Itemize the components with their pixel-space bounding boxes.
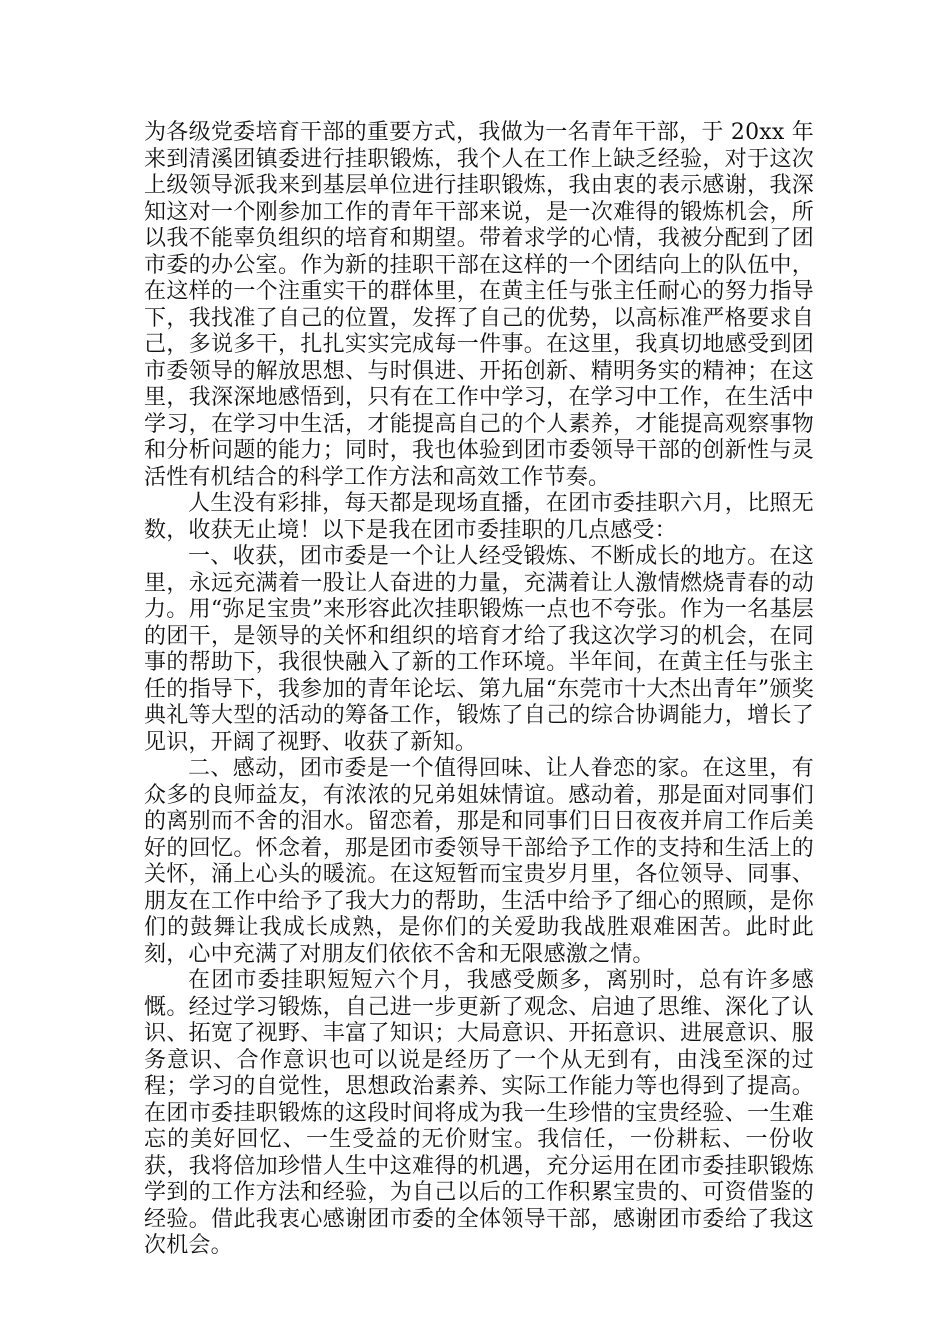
paragraph-conclusion: 在团市委挂职短短六个月，我感受颇多，离别时，总有许多感慨。经过学习锻炼，自己进一步更新了观念、启迪了思维、深化了认识、拓宽了视野、丰富了知识；大局意识、开拓意识、进展意识、服务意识、合作意识也可以说是经历了一个从无到有，由浅至深的过程；学习的自觉性，思想政治素养、实际工作能力等也得到了提高。在团市委挂职锻炼的这段时间将成为我一生珍惜的宝贵经验、一生难忘的美好回忆、一生受益的无价财宝。我信任，一份耕耘、一份收获，我将倍加珍惜人生中这难得的机遇，充分运用在团市委挂职锻炼学到的工作方法和经验，为自己以后的工作积累宝贵的、可资借鉴的经验。借此我衷心感谢团市委的全体领导干部，感谢团市委给了我这次机会。 (144, 968, 814, 1258)
paragraph-feelings-intro: 人生没有彩排，每天都是现场直播，在团市委挂职六月，比照无数，收获无止境！以下是我在团市委挂职的几点感受： (144, 491, 814, 543)
paragraph-intro: 为各级党委培育干部的重要方式，我做为一名青年干部，于 20xx 年来到清溪团镇委进行挂职锻炼，我个人在工作上缺乏经验，对于这次上级领导派我来到基层单位进行挂职锻炼，我由衷的表示感谢，我深知这对一个刚参加工作的青年干部来说，是一次难得的锻炼机会，所以我不能辜负组织的培育和期望。带着求学的心情，我被分配到了团市委的办公室。作为新的挂职干部在这样的一个团结向上的队伍中，在这样的一个注重实干的群体里，在黄主任与张主任耐心的努力指导下，我找准了自己的位置，发挥了自己的优势，以高标准严格要求自己，多说多干，扎扎实实完成每一件事。在这里，我真切地感受到团市委领导的解放思想、与时俱进、开拓创新、精明务实的精神；在这里，我深深地感悟到，只有在工作中学习，在学习中工作，在生活中学习，在学习中生活，才能提高自己的个人素养，才能提高观察事物和分析问题的能力；同时，我也体验到团市委领导干部的创新性与灵活性有机结合的科学工作方法和高效工作节奏。 (144, 120, 814, 490)
paragraph-harvest: 一、收获，团市委是一个让人经受锻炼、不断成长的地方。在这里，永远充满着一股让人奋进的力量，充满着让人激情燃烧青春的动力。用“弥足宝贵”来形容此次挂职锻炼一点也不夸张。作为一名基层的团干，是领导的关怀和组织的培育才给了我这次学习的机会，在同事的帮助下，我很快融入了新的工作环境。半年间，在黄主任与张主任的指导下，我参加的青年论坛、第九届“东莞市十大杰出青年”颁奖典礼等大型的活动的筹备工作，锻炼了自己的综合协调能力，增长了见识，开阔了视野、收获了新知。 (144, 544, 814, 755)
paragraph-touched: 二、感动，团市委是一个值得回味、让人眷恋的家。在这里，有众多的良师益友，有浓浓的兄弟姐妹情谊。感动着，那是面对同事们的离别而不舍的泪水。留恋着，那是和同事们日日夜夜并肩工作后美好的回忆。怀念着，那是团市委领导干部给予工作的支持和生活上的关怀，涌上心头的暖流。在这短暂而宝贵岁月里，各位领导、同事、朋友在工作中给予了我大力的帮助，生活中给予了细心的照顾，是你们的鼓舞让我成长成熟，是你们的关爱助我战胜艰难困苦。此时此刻，心中充满了对朋友们依依不舍和无限感激之情。 (144, 756, 814, 967)
document-body (144, 120, 814, 1260)
